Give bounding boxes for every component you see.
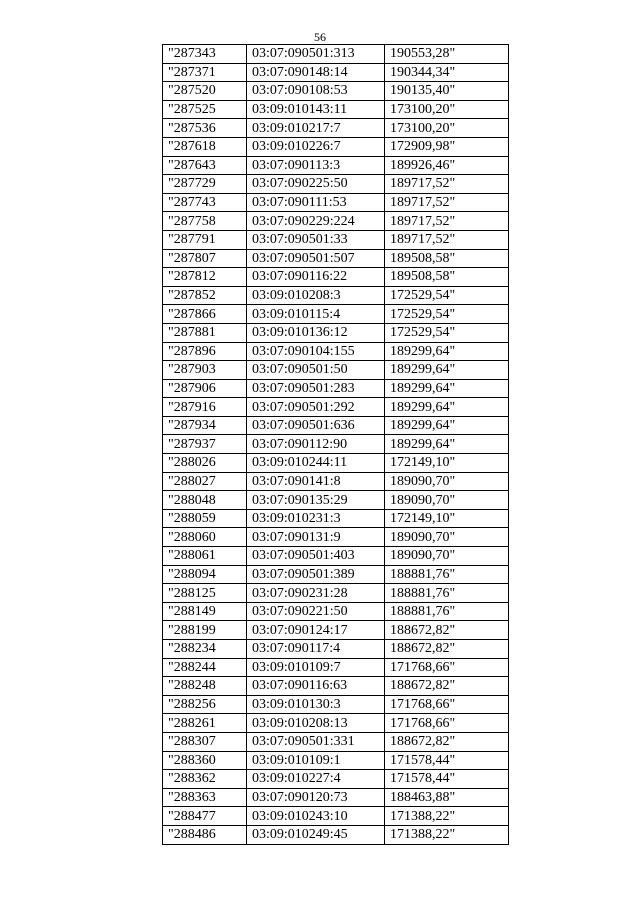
cadastral-number-cell: 03:07:090501:283 (247, 379, 385, 398)
cadastral-number-cell: 03:09:010227:4 (247, 770, 385, 789)
record-number-cell: "288363 (163, 788, 247, 807)
record-number-cell: "288486 (163, 825, 247, 844)
table-row (163, 528, 509, 547)
table-row (163, 45, 509, 64)
record-number-cell: "288094 (163, 565, 247, 584)
cadastral-number-cell: 03:07:090113:3 (247, 156, 385, 175)
table-row (163, 602, 509, 621)
record-number-cell: "288059 (163, 509, 247, 528)
record-number-cell: "287812 (163, 268, 247, 287)
record-number-cell: "287520 (163, 82, 247, 101)
table-row (163, 788, 509, 807)
record-number-cell: "288199 (163, 621, 247, 640)
amount-cell: 171768,66" (385, 695, 509, 714)
cadastral-number-cell: 03:07:090141:8 (247, 472, 385, 491)
amount-cell: 173100,20" (385, 119, 509, 138)
table-row (163, 714, 509, 733)
cadastral-number-cell: 03:07:090111:53 (247, 193, 385, 212)
amount-cell: 171388,22" (385, 807, 509, 826)
amount-cell: 189508,58" (385, 249, 509, 268)
table-row (163, 175, 509, 194)
amount-cell: 189717,52" (385, 212, 509, 231)
amount-cell: 171578,44" (385, 751, 509, 770)
amount-cell: 171578,44" (385, 770, 509, 789)
amount-cell: 189299,64" (385, 398, 509, 417)
table-row (163, 323, 509, 342)
table-row (163, 454, 509, 473)
table-row (163, 193, 509, 212)
record-number-cell: "288256 (163, 695, 247, 714)
amount-cell: 172529,54" (385, 323, 509, 342)
amount-cell: 189299,64" (385, 416, 509, 435)
table-row (163, 230, 509, 249)
cadastral-number-cell: 03:09:010243:10 (247, 807, 385, 826)
amount-cell: 188672,82" (385, 640, 509, 659)
record-number-cell: "288048 (163, 491, 247, 510)
record-number-cell: "287791 (163, 230, 247, 249)
amount-cell: 189090,70" (385, 547, 509, 566)
amount-cell: 189926,46" (385, 156, 509, 175)
cadastral-number-cell: 03:07:090135:29 (247, 491, 385, 510)
cadastral-number-cell: 03:09:010231:3 (247, 509, 385, 528)
amount-cell: 171768,66" (385, 658, 509, 677)
cadastral-number-cell: 03:09:010136:12 (247, 323, 385, 342)
record-number-cell: "288149 (163, 602, 247, 621)
cadastral-number-cell: 03:07:090501:33 (247, 230, 385, 249)
amount-cell: 189299,64" (385, 342, 509, 361)
cadastral-number-cell: 03:09:010109:7 (247, 658, 385, 677)
amount-cell: 189299,64" (385, 435, 509, 454)
page-number: 56 (314, 30, 326, 44)
amount-cell: 172529,54" (385, 305, 509, 324)
cadastral-number-cell: 03:09:010208:13 (247, 714, 385, 733)
record-number-cell: "287896 (163, 342, 247, 361)
record-number-cell: "287916 (163, 398, 247, 417)
data-table (162, 44, 509, 845)
table-row (163, 342, 509, 361)
record-number-cell: "287852 (163, 286, 247, 305)
record-number-cell: "287729 (163, 175, 247, 194)
table-row (163, 379, 509, 398)
cadastral-number-cell: 03:09:010143:11 (247, 100, 385, 119)
cadastral-number-cell: 03:07:090225:50 (247, 175, 385, 194)
record-number-cell: "287743 (163, 193, 247, 212)
table-row (163, 584, 509, 603)
table-row (163, 416, 509, 435)
record-number-cell: "287371 (163, 63, 247, 82)
cadastral-number-cell: 03:07:090116:63 (247, 677, 385, 696)
amount-cell: 189090,70" (385, 491, 509, 510)
amount-cell: 171388,22" (385, 825, 509, 844)
table-row (163, 63, 509, 82)
table-row (163, 732, 509, 751)
cadastral-number-cell: 03:07:090131:9 (247, 528, 385, 547)
table-row (163, 509, 509, 528)
cadastral-number-cell: 03:07:090221:50 (247, 602, 385, 621)
amount-cell: 190344,34" (385, 63, 509, 82)
amount-cell: 189299,64" (385, 361, 509, 380)
cadastral-number-cell: 03:07:090501:403 (247, 547, 385, 566)
record-number-cell: "287906 (163, 379, 247, 398)
table-row (163, 156, 509, 175)
amount-cell: 189717,52" (385, 193, 509, 212)
amount-cell: 189299,64" (385, 379, 509, 398)
record-number-cell: "287807 (163, 249, 247, 268)
table-row (163, 547, 509, 566)
table-row (163, 100, 509, 119)
amount-cell: 188881,76" (385, 584, 509, 603)
table-row (163, 825, 509, 844)
table-row (163, 491, 509, 510)
record-number-cell: "288477 (163, 807, 247, 826)
amount-cell: 188881,76" (385, 565, 509, 584)
cadastral-number-cell: 03:07:090501:636 (247, 416, 385, 435)
cadastral-number-cell: 03:07:090148:14 (247, 63, 385, 82)
table-row (163, 82, 509, 101)
table-row (163, 770, 509, 789)
record-number-cell: "288061 (163, 547, 247, 566)
cadastral-number-cell: 03:07:090112:90 (247, 435, 385, 454)
table-body (163, 45, 509, 845)
amount-cell: 172149,10" (385, 509, 509, 528)
record-number-cell: "287758 (163, 212, 247, 231)
table-row (163, 658, 509, 677)
cadastral-number-cell: 03:07:090104:155 (247, 342, 385, 361)
record-number-cell: "287536 (163, 119, 247, 138)
cadastral-number-cell: 03:09:010217:7 (247, 119, 385, 138)
amount-cell: 188672,82" (385, 732, 509, 751)
table-row (163, 212, 509, 231)
cadastral-number-cell: 03:07:090124:17 (247, 621, 385, 640)
record-number-cell: "288307 (163, 732, 247, 751)
amount-cell: 171768,66" (385, 714, 509, 733)
table-row (163, 621, 509, 640)
cadastral-number-cell: 03:07:090116:22 (247, 268, 385, 287)
record-number-cell: "287643 (163, 156, 247, 175)
record-number-cell: "287903 (163, 361, 247, 380)
cadastral-number-cell: 03:07:090501:292 (247, 398, 385, 417)
table-row (163, 807, 509, 826)
record-number-cell: "287881 (163, 323, 247, 342)
table-row (163, 305, 509, 324)
amount-cell: 190553,28" (385, 45, 509, 64)
amount-cell: 188672,82" (385, 621, 509, 640)
record-number-cell: "287525 (163, 100, 247, 119)
amount-cell: 172529,54" (385, 286, 509, 305)
cadastral-number-cell: 03:07:090231:28 (247, 584, 385, 603)
table-row (163, 268, 509, 287)
table-row (163, 361, 509, 380)
amount-cell: 172149,10" (385, 454, 509, 473)
table-row (163, 677, 509, 696)
record-number-cell: "287937 (163, 435, 247, 454)
cadastral-number-cell: 03:07:090117:4 (247, 640, 385, 659)
record-number-cell: "288244 (163, 658, 247, 677)
table-row (163, 286, 509, 305)
cadastral-number-cell: 03:07:090501:389 (247, 565, 385, 584)
cadastral-number-cell: 03:07:090501:507 (247, 249, 385, 268)
cadastral-number-cell: 03:09:010208:3 (247, 286, 385, 305)
table-row (163, 137, 509, 156)
amount-cell: 189090,70" (385, 472, 509, 491)
cadastral-number-cell: 03:07:090120:73 (247, 788, 385, 807)
record-number-cell: "288027 (163, 472, 247, 491)
record-number-cell: "288261 (163, 714, 247, 733)
record-number-cell: "288234 (163, 640, 247, 659)
amount-cell: 172909,98" (385, 137, 509, 156)
amount-cell: 189508,58" (385, 268, 509, 287)
amount-cell: 189717,52" (385, 230, 509, 249)
amount-cell: 188881,76" (385, 602, 509, 621)
table-row (163, 751, 509, 770)
amount-cell: 188463,88" (385, 788, 509, 807)
record-number-cell: "287866 (163, 305, 247, 324)
cadastral-number-cell: 03:07:090501:331 (247, 732, 385, 751)
amount-cell: 190135,40" (385, 82, 509, 101)
record-number-cell: "287618 (163, 137, 247, 156)
cadastral-number-cell: 03:07:090108:53 (247, 82, 385, 101)
cadastral-number-cell: 03:09:010109:1 (247, 751, 385, 770)
record-number-cell: "288125 (163, 584, 247, 603)
record-number-cell: "287934 (163, 416, 247, 435)
table-row (163, 640, 509, 659)
cadastral-number-cell: 03:07:090501:313 (247, 45, 385, 64)
cadastral-number-cell: 03:09:010244:11 (247, 454, 385, 473)
amount-cell: 173100,20" (385, 100, 509, 119)
table-row (163, 695, 509, 714)
table-row (163, 398, 509, 417)
cadastral-number-cell: 03:07:090501:50 (247, 361, 385, 380)
cadastral-number-cell: 03:07:090229:224 (247, 212, 385, 231)
amount-cell: 189717,52" (385, 175, 509, 194)
record-number-cell: "288060 (163, 528, 247, 547)
table-row (163, 119, 509, 138)
record-number-cell: "288248 (163, 677, 247, 696)
record-number-cell: "288026 (163, 454, 247, 473)
table-row (163, 472, 509, 491)
record-number-cell: "287343 (163, 45, 247, 64)
record-number-cell: "288362 (163, 770, 247, 789)
amount-cell: 189090,70" (385, 528, 509, 547)
cadastral-number-cell: 03:09:010226:7 (247, 137, 385, 156)
cadastral-number-cell: 03:09:010115:4 (247, 305, 385, 324)
cadastral-number-cell: 03:09:010249:45 (247, 825, 385, 844)
amount-cell: 188672,82" (385, 677, 509, 696)
table-row (163, 249, 509, 268)
record-number-cell: "288360 (163, 751, 247, 770)
table-row (163, 565, 509, 584)
cadastral-number-cell: 03:09:010130:3 (247, 695, 385, 714)
table-row (163, 435, 509, 454)
